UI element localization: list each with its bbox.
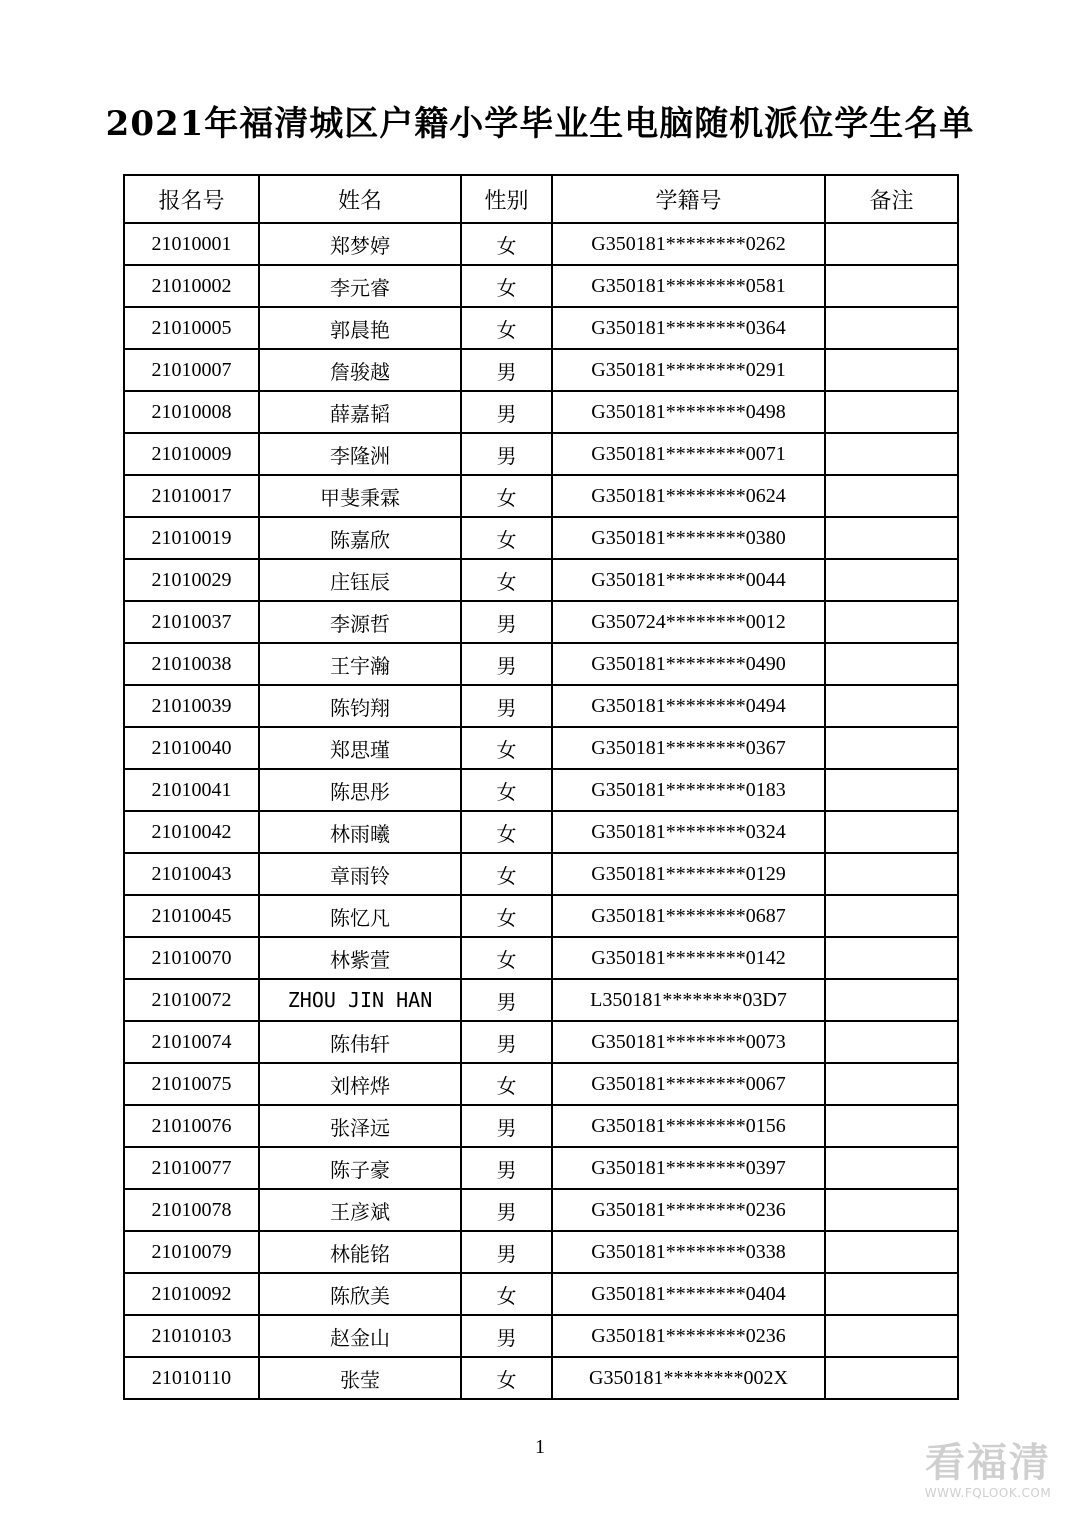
table-row (124, 349, 958, 391)
cell-name: 李源哲 (259, 601, 461, 643)
cell-name: ZHOU JIN HAN (259, 979, 461, 1021)
table-row (124, 391, 958, 433)
cell-name: 陈忆凡 (259, 895, 461, 937)
cell-registration-no: 21010076 (124, 1105, 259, 1147)
cell-remarks (825, 853, 958, 895)
cell-gender: 男 (461, 433, 552, 475)
cell-registration-no: 21010070 (124, 937, 259, 979)
cell-student-no: G350181********002X (552, 1357, 825, 1399)
header-name: 姓名 (259, 175, 461, 223)
cell-student-no: G350181********0262 (552, 223, 825, 265)
cell-name: 郑梦婷 (259, 223, 461, 265)
cell-name: 庄钰辰 (259, 559, 461, 601)
cell-name: 王彦斌 (259, 1189, 461, 1231)
cell-registration-no: 21010103 (124, 1315, 259, 1357)
cell-registration-no: 21010072 (124, 979, 259, 1021)
table-row (124, 223, 958, 265)
cell-name: 张莹 (259, 1357, 461, 1399)
cell-gender: 女 (461, 517, 552, 559)
cell-student-no: G350181********0183 (552, 769, 825, 811)
cell-gender: 男 (461, 685, 552, 727)
cell-student-no: G350181********0142 (552, 937, 825, 979)
table-row (124, 937, 958, 979)
cell-registration-no: 21010075 (124, 1063, 259, 1105)
cell-registration-no: 21010079 (124, 1231, 259, 1273)
cell-gender: 男 (461, 1231, 552, 1273)
cell-student-no: G350181********0380 (552, 517, 825, 559)
cell-remarks (825, 937, 958, 979)
cell-registration-no: 21010040 (124, 727, 259, 769)
table-row (124, 643, 958, 685)
table-row (124, 979, 958, 1021)
cell-name: 陈思彤 (259, 769, 461, 811)
cell-student-no: G350181********0490 (552, 643, 825, 685)
cell-student-no: G350181********0404 (552, 1273, 825, 1315)
cell-registration-no: 21010029 (124, 559, 259, 601)
cell-student-no: G350181********0324 (552, 811, 825, 853)
cell-name: 刘梓烨 (259, 1063, 461, 1105)
cell-gender: 男 (461, 979, 552, 1021)
cell-registration-no: 21010045 (124, 895, 259, 937)
cell-name: 陈嘉欣 (259, 517, 461, 559)
table-row (124, 307, 958, 349)
cell-gender: 女 (461, 1063, 552, 1105)
table-row (124, 517, 958, 559)
cell-registration-no: 21010005 (124, 307, 259, 349)
cell-gender: 男 (461, 1105, 552, 1147)
header-remarks: 备注 (825, 175, 958, 223)
site-watermark (918, 1440, 1058, 1500)
cell-remarks (825, 643, 958, 685)
cell-remarks (825, 265, 958, 307)
cell-name: 张泽远 (259, 1105, 461, 1147)
table-row (124, 1273, 958, 1315)
cell-name: 林雨曦 (259, 811, 461, 853)
cell-student-no: G350181********0071 (552, 433, 825, 475)
cell-name: 李隆洲 (259, 433, 461, 475)
cell-student-no: G350181********0236 (552, 1315, 825, 1357)
cell-name: 林能铭 (259, 1231, 461, 1273)
cell-registration-no: 21010043 (124, 853, 259, 895)
cell-student-no: G350181********0236 (552, 1189, 825, 1231)
cell-student-no: G350181********0494 (552, 685, 825, 727)
cell-remarks (825, 895, 958, 937)
table-row (124, 1189, 958, 1231)
cell-student-no: G350181********0498 (552, 391, 825, 433)
cell-registration-no: 21010110 (124, 1357, 259, 1399)
cell-name: 甲斐秉霖 (259, 475, 461, 517)
cell-registration-no: 21010092 (124, 1273, 259, 1315)
watermark-logo-text: 看福清 (925, 1440, 1051, 1486)
header-registration-no: 报名号 (124, 175, 259, 223)
table-row (124, 895, 958, 937)
cell-name: 郑思瑾 (259, 727, 461, 769)
table-row (124, 1231, 958, 1273)
cell-registration-no: 21010078 (124, 1189, 259, 1231)
cell-student-no: G350181********0073 (552, 1021, 825, 1063)
table-row (124, 265, 958, 307)
cell-name: 陈伟轩 (259, 1021, 461, 1063)
cell-gender: 男 (461, 601, 552, 643)
cell-remarks (825, 433, 958, 475)
cell-name: 薛嘉韬 (259, 391, 461, 433)
cell-student-no: G350181********0338 (552, 1231, 825, 1273)
cell-registration-no: 21010007 (124, 349, 259, 391)
cell-gender: 女 (461, 937, 552, 979)
watermark-url: WWW.FQLOOK.COM (924, 1486, 1052, 1500)
cell-gender: 女 (461, 265, 552, 307)
cell-remarks (825, 223, 958, 265)
cell-registration-no: 21010039 (124, 685, 259, 727)
cell-remarks (825, 1273, 958, 1315)
cell-remarks (825, 1021, 958, 1063)
cell-gender: 男 (461, 1315, 552, 1357)
cell-name: 李元睿 (259, 265, 461, 307)
cell-gender: 男 (461, 643, 552, 685)
cell-gender: 女 (461, 223, 552, 265)
cell-remarks (825, 1315, 958, 1357)
cell-name: 郭晨艳 (259, 307, 461, 349)
cell-registration-no: 21010074 (124, 1021, 259, 1063)
cell-registration-no: 21010009 (124, 433, 259, 475)
cell-registration-no: 21010001 (124, 223, 259, 265)
table-row (124, 1357, 958, 1399)
cell-remarks (825, 1147, 958, 1189)
cell-gender: 女 (461, 895, 552, 937)
table-header-row (124, 175, 958, 223)
page-title: 2021年福清城区户籍小学毕业生电脑随机派位学生名单 (105, 104, 975, 144)
table-row (124, 1021, 958, 1063)
cell-registration-no: 21010002 (124, 265, 259, 307)
student-list-table (123, 174, 959, 1400)
table-row (124, 811, 958, 853)
table-row (124, 433, 958, 475)
cell-student-no: G350181********0291 (552, 349, 825, 391)
cell-remarks (825, 1189, 958, 1231)
table-row (124, 769, 958, 811)
cell-gender: 男 (461, 391, 552, 433)
cell-remarks (825, 559, 958, 601)
cell-student-no: G350181********0129 (552, 853, 825, 895)
cell-remarks (825, 349, 958, 391)
cell-student-no: L350181********03D7 (552, 979, 825, 1021)
cell-student-no: G350181********0044 (552, 559, 825, 601)
cell-student-no: G350181********0364 (552, 307, 825, 349)
cell-gender: 女 (461, 853, 552, 895)
cell-remarks (825, 1231, 958, 1273)
cell-remarks (825, 685, 958, 727)
cell-remarks (825, 769, 958, 811)
cell-name: 王宇瀚 (259, 643, 461, 685)
table-row (124, 1147, 958, 1189)
cell-gender: 男 (461, 1147, 552, 1189)
cell-registration-no: 21010077 (124, 1147, 259, 1189)
cell-gender: 男 (461, 349, 552, 391)
cell-gender: 男 (461, 1189, 552, 1231)
table-row (124, 685, 958, 727)
cell-remarks (825, 1357, 958, 1399)
cell-registration-no: 21010042 (124, 811, 259, 853)
cell-gender: 女 (461, 475, 552, 517)
table-body (124, 223, 958, 1399)
cell-gender: 女 (461, 559, 552, 601)
cell-remarks (825, 1063, 958, 1105)
cell-remarks (825, 517, 958, 559)
cell-name: 陈钧翔 (259, 685, 461, 727)
table-row (124, 1063, 958, 1105)
cell-student-no: G350181********0156 (552, 1105, 825, 1147)
table-row (124, 727, 958, 769)
cell-gender: 女 (461, 727, 552, 769)
table-row (124, 601, 958, 643)
cell-name: 章雨铃 (259, 853, 461, 895)
table-row (124, 559, 958, 601)
page-number: 1 (535, 1436, 545, 1458)
cell-gender: 女 (461, 1357, 552, 1399)
cell-remarks (825, 601, 958, 643)
cell-remarks (825, 979, 958, 1021)
cell-registration-no: 21010038 (124, 643, 259, 685)
cell-gender: 女 (461, 811, 552, 853)
header-student-no: 学籍号 (552, 175, 825, 223)
cell-remarks (825, 811, 958, 853)
cell-registration-no: 21010019 (124, 517, 259, 559)
cell-registration-no: 21010037 (124, 601, 259, 643)
cell-remarks (825, 475, 958, 517)
cell-gender: 女 (461, 769, 552, 811)
cell-name: 陈欣美 (259, 1273, 461, 1315)
header-gender: 性别 (461, 175, 552, 223)
cell-student-no: G350181********0581 (552, 265, 825, 307)
cell-gender: 男 (461, 1021, 552, 1063)
cell-remarks (825, 1105, 958, 1147)
cell-student-no: G350724********0012 (552, 601, 825, 643)
cell-student-no: G350181********0687 (552, 895, 825, 937)
cell-registration-no: 21010017 (124, 475, 259, 517)
table-row (124, 475, 958, 517)
cell-name: 陈子豪 (259, 1147, 461, 1189)
cell-student-no: G350181********0624 (552, 475, 825, 517)
cell-remarks (825, 727, 958, 769)
cell-name: 林紫萱 (259, 937, 461, 979)
cell-student-no: G350181********0397 (552, 1147, 825, 1189)
cell-remarks (825, 307, 958, 349)
cell-registration-no: 21010008 (124, 391, 259, 433)
cell-name: 赵金山 (259, 1315, 461, 1357)
cell-gender: 女 (461, 1273, 552, 1315)
table-row (124, 1105, 958, 1147)
cell-gender: 女 (461, 307, 552, 349)
cell-remarks (825, 391, 958, 433)
cell-student-no: G350181********0067 (552, 1063, 825, 1105)
cell-student-no: G350181********0367 (552, 727, 825, 769)
table-row (124, 1315, 958, 1357)
table-row (124, 853, 958, 895)
cell-name: 詹骏越 (259, 349, 461, 391)
cell-registration-no: 21010041 (124, 769, 259, 811)
